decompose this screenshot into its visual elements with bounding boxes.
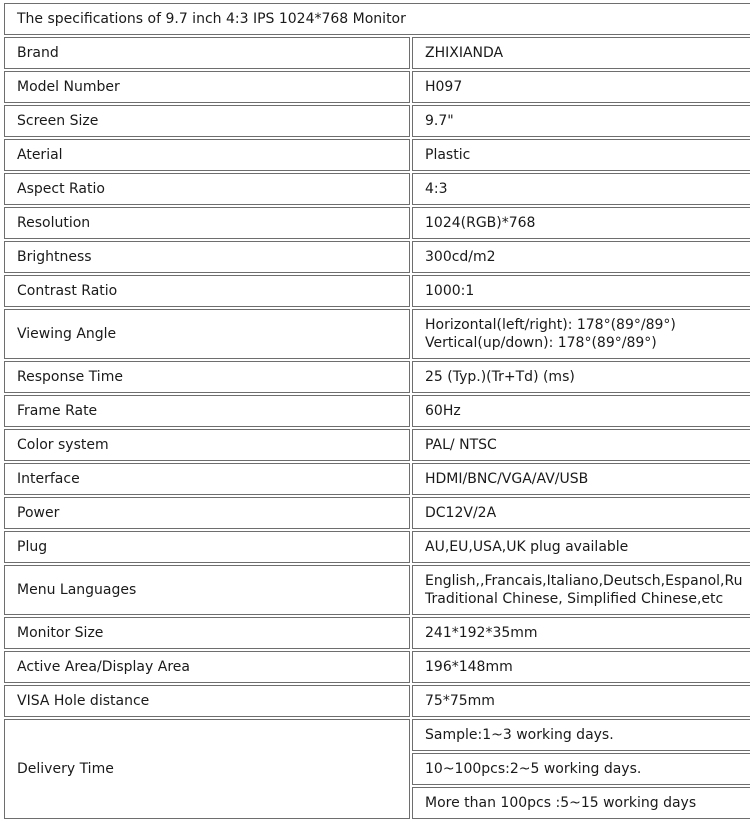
spec-value: 60Hz [412, 395, 750, 427]
spec-row-color-system [4, 429, 750, 461]
spec-row-menu-languages [4, 565, 750, 615]
spec-row-material [4, 139, 750, 171]
spec-label: Screen Size [4, 105, 410, 137]
spec-value [412, 565, 750, 615]
spec-row-plug [4, 531, 750, 563]
spec-value: HDMI/BNC/VGA/AV/USB [412, 463, 750, 495]
spec-row-model-number [4, 71, 750, 103]
spec-row-delivery-time [4, 719, 750, 751]
spec-label: Aspect Ratio [4, 173, 410, 205]
spec-row-response-time [4, 361, 750, 393]
spec-value: Plastic [412, 139, 750, 171]
spec-row-resolution [4, 207, 750, 239]
spec-value: 9.7" [412, 105, 750, 137]
spec-value [412, 309, 750, 359]
spec-row-power [4, 497, 750, 529]
spec-label: Brightness [4, 241, 410, 273]
spec-value: 4:3 [412, 173, 750, 205]
spec-row-screen-size [4, 105, 750, 137]
spec-row-frame-rate [4, 395, 750, 427]
spec-table [2, 1, 750, 821]
spec-label: Monitor Size [4, 617, 410, 649]
spec-label: Response Time [4, 361, 410, 393]
spec-value: 1000:1 [412, 275, 750, 307]
spec-value: H097 [412, 71, 750, 103]
spec-value: AU,EU,USA,UK plug available [412, 531, 750, 563]
spec-row-viewing-angle [4, 309, 750, 359]
spec-value-line: Horizontal(left/right): 178°(89°/89°) [425, 317, 676, 333]
spec-value: 300cd/m2 [412, 241, 750, 273]
spec-value-line: Traditional Chinese, Simplified Chinese,etc [425, 591, 724, 607]
spec-label: VISA Hole distance [4, 685, 410, 717]
spec-value-line: English,,Francais,Italiano,Deutsch,Espanol,Ru [425, 573, 743, 589]
spec-label: Active Area/Display Area [4, 651, 410, 683]
spec-label: Plug [4, 531, 410, 563]
spec-label: Viewing Angle [4, 309, 410, 359]
spec-row-active-area [4, 651, 750, 683]
spec-value: Sample:1~3 working days. [412, 719, 750, 751]
spec-value: PAL/ NTSC [412, 429, 750, 461]
spec-value: 196*148mm [412, 651, 750, 683]
spec-value: 75*75mm [412, 685, 750, 717]
spec-label: Contrast Ratio [4, 275, 410, 307]
spec-value: More than 100pcs :5~15 working days [412, 787, 750, 819]
spec-row-brand [4, 37, 750, 69]
spec-label: Delivery Time [4, 719, 410, 819]
spec-label: Frame Rate [4, 395, 410, 427]
spec-value: 241*192*35mm [412, 617, 750, 649]
spec-value: DC12V/2A [412, 497, 750, 529]
table-title: The specifications of 9.7 inch 4:3 IPS 1024*768 Monitor [4, 3, 750, 35]
spec-value: 25 (Typ.)(Tr+Td) (ms) [412, 361, 750, 393]
spec-value: 10~100pcs:2~5 working days. [412, 753, 750, 785]
spec-row-interface [4, 463, 750, 495]
spec-label: Power [4, 497, 410, 529]
spec-row-visa-hole [4, 685, 750, 717]
title-row [4, 3, 750, 35]
spec-value: 1024(RGB)*768 [412, 207, 750, 239]
spec-row-brightness [4, 241, 750, 273]
spec-row-contrast-ratio [4, 275, 750, 307]
spec-label: Model Number [4, 71, 410, 103]
spec-label: Interface [4, 463, 410, 495]
spec-label: Aterial [4, 139, 410, 171]
spec-label: Menu Languages [4, 565, 410, 615]
spec-label: Brand [4, 37, 410, 69]
spec-value: ZHIXIANDA [412, 37, 750, 69]
spec-row-aspect-ratio [4, 173, 750, 205]
spec-label: Resolution [4, 207, 410, 239]
spec-row-monitor-size [4, 617, 750, 649]
spec-label: Color system [4, 429, 410, 461]
spec-value-line: Vertical(up/down): 178°(89°/89°) [425, 335, 657, 351]
